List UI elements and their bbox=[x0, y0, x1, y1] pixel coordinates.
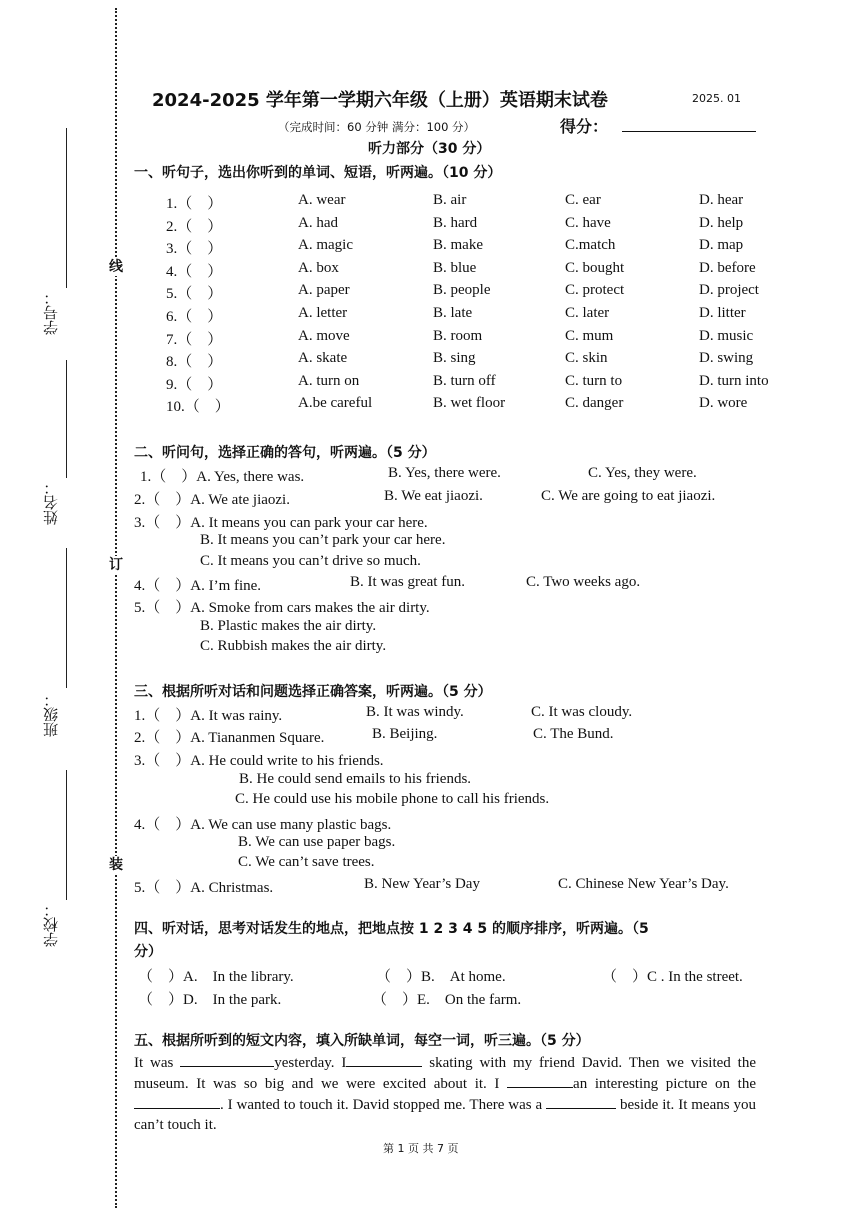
q1-7-option-b: B. room bbox=[433, 327, 483, 344]
q1-1-number: 1.（ ） bbox=[166, 196, 223, 212]
q1-6-option-a: A. letter bbox=[298, 305, 348, 321]
name-label: 姓名： bbox=[42, 480, 60, 526]
q1-9-option-c: C. turn to bbox=[565, 372, 623, 389]
section1-heading: 一、听句子，选出你听到的单词、短语，听两遍。（10 分） bbox=[134, 165, 502, 181]
q2-4-option-b: B. It was great fun. bbox=[350, 574, 465, 590]
q1-2-number: 2.（ ） bbox=[166, 218, 223, 235]
q3-3-option-b: B. He could send emails to his friends. bbox=[239, 771, 472, 787]
q3-3-option-a: 3.（ ）A. He could write to his friends. bbox=[134, 753, 384, 769]
q1-4-option-a: A. box bbox=[298, 259, 339, 276]
q1-6-option-d: D. litter bbox=[699, 305, 746, 321]
q2-2-option-b: B. We eat jiaozi. bbox=[384, 488, 483, 504]
cloze-text-3: skating with my friend David. Then we visited the museum. It was so big and we were excited about it. I bbox=[134, 1055, 756, 1092]
class-label: 班级： bbox=[42, 692, 60, 738]
binding-mark-line: 线 bbox=[104, 258, 128, 276]
cloze-text-1: It was bbox=[134, 1055, 181, 1071]
q3-4-option-b: B. We can use paper bags. bbox=[238, 834, 396, 850]
q1-9-option-d: D. turn into bbox=[699, 372, 769, 389]
q1-6-option-b: B. late bbox=[433, 305, 473, 321]
cloze-blank-1[interactable] bbox=[180, 1052, 274, 1067]
section3-heading: 三、根据所听对话和问题选择正确答案，听两遍。（5 分） bbox=[134, 684, 492, 700]
q2-5-option-c: C. Rubbish makes the air dirty. bbox=[200, 638, 387, 654]
q3-5-option-a: 5.（ ）A. Christmas. bbox=[134, 880, 274, 896]
section5-heading: 五、根据所听到的短文内容，填入所缺单词，每空一词，听三遍。（5 分） bbox=[134, 1033, 590, 1049]
q1-3-option-b: B. make bbox=[433, 237, 483, 254]
q3-4-option-c: C. We can’t save trees. bbox=[238, 854, 375, 870]
q1-7-option-d: D. music bbox=[699, 327, 754, 344]
school-label: 学校： bbox=[42, 902, 60, 948]
q1-5-option-d: D. project bbox=[699, 282, 759, 299]
section4-heading: 四、听对话，思考对话发生的地点，把地点按 1 2 3 4 5 的顺序排序，听两遍。（5 bbox=[134, 921, 649, 937]
q3-5-option-b: B. New Year’s Day bbox=[364, 876, 480, 892]
q3-4-option-a: 4.（ ）A. We can use many plastic bags. bbox=[134, 817, 392, 833]
q3-3-option-c: C. He could use his mobile phone to call his friends. bbox=[235, 791, 550, 807]
exam-date: 2025. 01 bbox=[692, 92, 741, 105]
q1-6-number: 6.（ ） bbox=[166, 309, 223, 325]
q3-2-option-c: C. The Bund. bbox=[533, 726, 614, 742]
section2-heading: 二、听问句，选择正确的答句，听两遍。（5 分） bbox=[134, 445, 436, 461]
place-item-c: （ ）C . In the street. bbox=[602, 969, 743, 985]
q1-4-option-b: B. blue bbox=[433, 259, 477, 276]
section4-heading-cont: 分） bbox=[134, 944, 162, 960]
cloze-passage bbox=[134, 1052, 756, 1135]
q2-5-option-b: B. Plastic makes the air dirty. bbox=[200, 618, 377, 634]
q1-1-option-b: B. air bbox=[433, 192, 467, 208]
q3-1-option-c: C. It was cloudy. bbox=[531, 704, 633, 720]
q1-3-option-a: A. magic bbox=[298, 237, 353, 254]
q1-2-option-a: A. had bbox=[298, 214, 338, 231]
cloze-blank-2[interactable] bbox=[346, 1052, 422, 1067]
q1-8-option-d: D. swing bbox=[699, 350, 754, 367]
q2-1-option-a: 1.（ ）A. Yes, there was. bbox=[140, 469, 305, 485]
name-rule bbox=[66, 360, 67, 478]
q1-9-option-b: B. turn off bbox=[433, 372, 496, 389]
q2-2-option-c: C. We are going to eat jiaozi. bbox=[541, 488, 716, 504]
q3-2-option-b: B. Beijing. bbox=[372, 726, 438, 742]
q2-3-option-b: B. It means you can’t park your car here. bbox=[200, 532, 446, 548]
q1-1-option-a: A. wear bbox=[298, 192, 346, 208]
q1-5-option-a: A. paper bbox=[298, 282, 350, 299]
binding-dotted-line bbox=[115, 8, 117, 1208]
place-item-b: （ ）B. At home. bbox=[376, 969, 506, 985]
q2-1-option-c: C. Yes, they were. bbox=[588, 465, 697, 481]
q1-8-option-c: C. skin bbox=[565, 350, 608, 367]
q1-5-option-c: C. protect bbox=[565, 282, 625, 299]
q3-1-option-a: 1.（ ）A. It was rainy. bbox=[134, 708, 283, 724]
cloze-blank-4[interactable] bbox=[134, 1094, 220, 1109]
q1-10-option-b: B. wet floor bbox=[433, 395, 506, 412]
q1-2-option-d: D. help bbox=[699, 214, 744, 231]
cloze-text-5: . I wanted to touch it. David stopped me. There was a bbox=[220, 1097, 547, 1113]
q1-4-number: 4.（ ） bbox=[166, 263, 223, 280]
class-rule bbox=[66, 548, 67, 688]
place-item-a: （ ）A. In the library. bbox=[138, 969, 294, 985]
q1-9-option-a: A. turn on bbox=[298, 372, 360, 389]
q3-2-option-a: 2.（ ）A. Tiananmen Square. bbox=[134, 730, 325, 746]
q1-9-number: 9.（ ） bbox=[166, 376, 223, 393]
cloze-text-4: an interesting picture on the bbox=[573, 1076, 756, 1092]
q1-5-number: 5.（ ） bbox=[166, 286, 223, 303]
page-footer: 第 1 页 共 7 页 bbox=[383, 1142, 459, 1155]
cloze-blank-3[interactable] bbox=[507, 1073, 573, 1088]
cloze-blank-5[interactable] bbox=[546, 1094, 616, 1109]
q1-8-number: 8.（ ） bbox=[166, 354, 223, 371]
q1-5-option-b: B. people bbox=[433, 282, 491, 299]
place-item-d: （ ）D. In the park. bbox=[138, 992, 282, 1008]
exam-title: 2024-2025 学年第一学期六年级（上册）英语期末试卷 bbox=[152, 90, 608, 111]
q1-3-option-d: D. map bbox=[699, 237, 744, 254]
q2-4-option-c: C. Two weeks ago. bbox=[526, 574, 641, 590]
q1-6-option-c: C. later bbox=[565, 305, 610, 321]
q1-1-option-c: C. ear bbox=[565, 192, 601, 208]
q1-3-number: 3.（ ） bbox=[166, 241, 223, 258]
q1-10-option-d: D. wore bbox=[699, 395, 748, 412]
q1-4-option-c: C. bought bbox=[565, 259, 625, 276]
q1-8-option-a: A. skate bbox=[298, 350, 348, 367]
q1-8-option-b: B. sing bbox=[433, 350, 476, 367]
q1-7-option-c: C. mum bbox=[565, 327, 614, 344]
q1-10-number: 10.（ ） bbox=[166, 399, 230, 416]
q2-2-option-a: 2.（ ）A. We ate jiaozi. bbox=[134, 492, 290, 508]
binding-mark-mount: 装 bbox=[104, 856, 128, 874]
student-id-label: 学号： bbox=[42, 290, 60, 336]
q2-5-option-a: 5.（ ）A. Smoke from cars makes the air dirty. bbox=[134, 600, 430, 616]
binding-mark-bind: 订 bbox=[104, 556, 128, 574]
q1-10-option-a: A.be careful bbox=[298, 395, 373, 412]
q1-7-number: 7.（ ） bbox=[166, 331, 223, 348]
q3-1-option-b: B. It was windy. bbox=[366, 704, 464, 720]
cloze-text-6: beside it. It means you can’t touch it. bbox=[134, 1097, 756, 1133]
q1-1-option-d: D. hear bbox=[699, 192, 744, 208]
q2-1-option-b: B. Yes, there were. bbox=[388, 465, 501, 481]
q1-2-option-c: C. have bbox=[565, 214, 611, 231]
q3-5-option-c: C. Chinese New Year’s Day. bbox=[558, 876, 729, 892]
q1-3-option-c: C.match bbox=[565, 237, 616, 254]
listening-part-title: 听力部分（30 分） bbox=[368, 141, 491, 157]
q1-10-option-c: C. danger bbox=[565, 395, 624, 412]
score-blank[interactable] bbox=[622, 131, 756, 132]
q1-4-option-d: D. before bbox=[699, 259, 756, 276]
school-rule bbox=[66, 770, 67, 900]
exam-meta: （完成时间：60 分钟 满分：100 分） bbox=[278, 120, 476, 134]
student-id-rule bbox=[66, 128, 67, 288]
score-label: 得分： bbox=[560, 117, 609, 136]
q1-7-option-a: A. move bbox=[298, 327, 350, 344]
place-item-e: （ ）E. On the farm. bbox=[372, 992, 522, 1008]
q2-3-option-c: C. It means you can’t drive so much. bbox=[200, 553, 421, 569]
q1-2-option-b: B. hard bbox=[433, 214, 478, 231]
q2-4-option-a: 4.（ ）A. I’m fine. bbox=[134, 578, 262, 594]
q2-3-option-a: 3.（ ）A. It means you can park your car here. bbox=[134, 515, 428, 531]
cloze-text-2: yesterday. I bbox=[274, 1055, 347, 1071]
